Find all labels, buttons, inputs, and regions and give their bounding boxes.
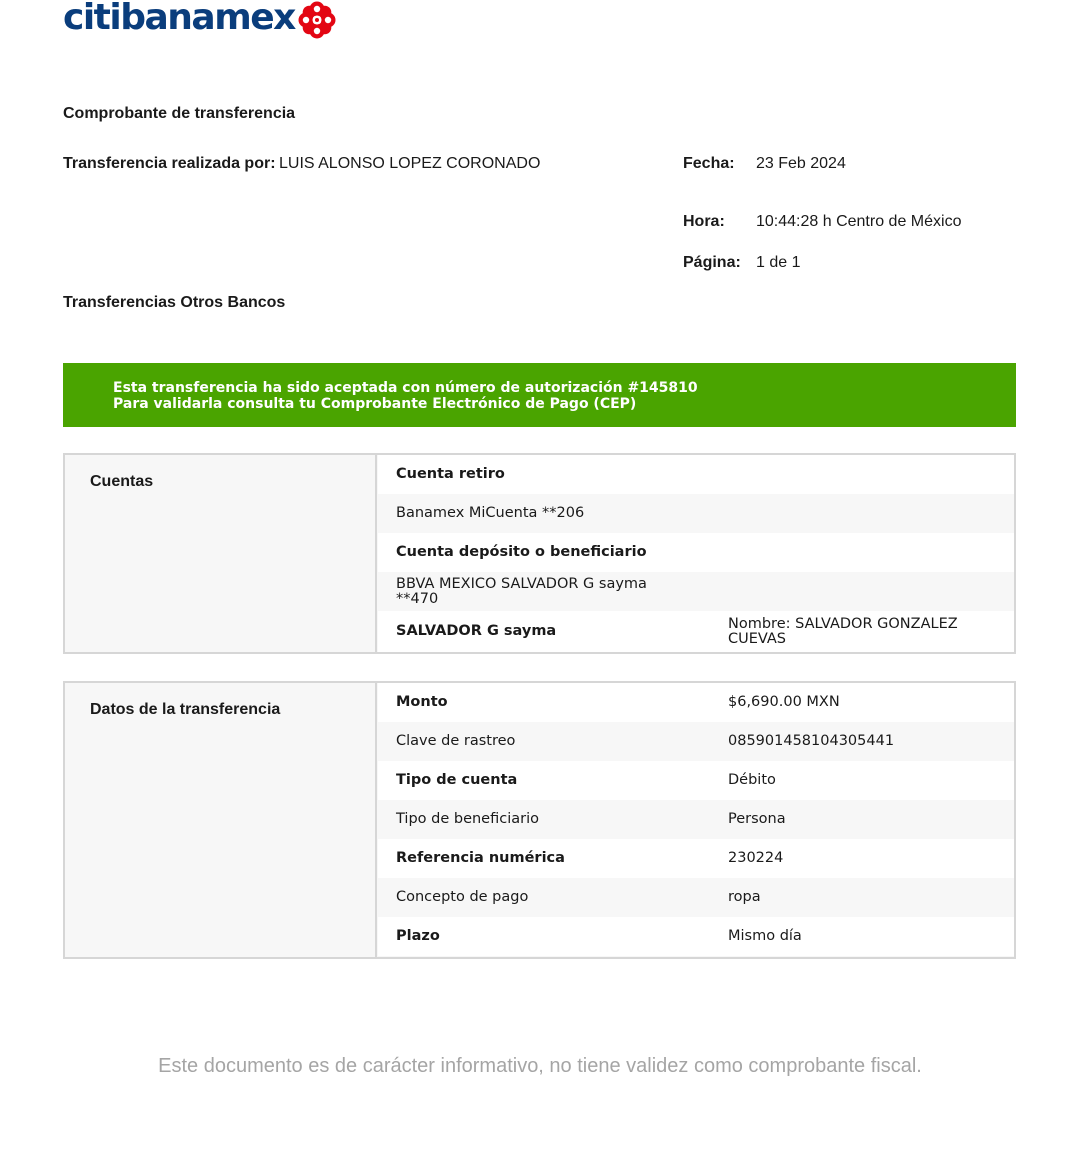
citibanamex-logo: [63, 0, 337, 36]
amount-label: Monto: [396, 694, 448, 710]
deposit-account-value: BBVA MEXICO SALVADOR G sayma **470: [396, 575, 647, 607]
tracking-key-label: Clave de rastreo: [396, 733, 516, 749]
payment-concept-value: ropa: [728, 889, 761, 905]
time-value: 10:44:28 h Centro de México: [756, 213, 962, 230]
transfer-row: [378, 683, 1014, 722]
account-row: [378, 611, 1014, 652]
accounts-heading-cell: [65, 455, 377, 652]
page-value: 1 de 1: [756, 254, 801, 271]
authorization-banner: [63, 363, 1016, 427]
account-type-value: Débito: [728, 772, 776, 788]
account-row: [378, 572, 1014, 611]
section-title: Transferencias Otros Bancos: [63, 294, 286, 311]
logo-wordmark: citibanamex: [63, 0, 295, 38]
transfer-row: [378, 722, 1014, 761]
document-title: Comprobante de transferencia: [63, 105, 296, 122]
accounts-heading: Cuentas: [90, 473, 154, 490]
amount-value: $6,690.00 MXN: [728, 694, 840, 710]
accounts-panel: [63, 453, 1016, 654]
beneficiary-type-value: Persona: [728, 811, 786, 827]
term-value: Mismo día: [728, 928, 802, 944]
transfer-row: [378, 761, 1014, 800]
transfer-row: [378, 839, 1014, 878]
deposit-account-label: Cuenta depósito o beneficiario: [396, 544, 647, 560]
transfer-rows: [378, 683, 1014, 956]
numeric-reference-value: 230224: [728, 850, 784, 866]
account-row: [378, 533, 1014, 572]
date-label: Fecha:: [683, 155, 735, 172]
made-by-label: Transferencia realizada por:: [63, 155, 276, 172]
transfer-heading-cell: [65, 683, 377, 957]
beneficiary-type-label: Tipo de beneficiario: [396, 811, 539, 827]
transfer-row: [378, 878, 1014, 917]
account-type-label: Tipo de cuenta: [396, 772, 518, 788]
numeric-reference-label: Referencia numérica: [396, 850, 565, 866]
banner-line-cep: Para validarla consulta tu Comprobante Electrónico de Pago (CEP): [113, 396, 637, 412]
withdrawal-account-value: Banamex MiCuenta **206: [396, 505, 585, 521]
transfer-heading: Datos de la transferencia: [90, 701, 281, 718]
withdrawal-account-label: Cuenta retiro: [396, 466, 505, 482]
disclaimer-note: Este documento es de carácter informativo, no tiene validez como comprobante fiscal.: [158, 1055, 922, 1077]
accounts-rows: [378, 455, 1014, 652]
banamex-flower-icon: [297, 0, 337, 40]
page-label: Página:: [683, 254, 741, 271]
made-by-value: LUIS ALONSO LOPEZ CORONADO: [279, 155, 541, 172]
date-value: 23 Feb 2024: [756, 155, 846, 172]
time-label: Hora:: [683, 213, 725, 230]
transfer-row: [378, 800, 1014, 839]
term-label: Plazo: [396, 928, 440, 944]
account-row: [378, 455, 1014, 494]
banner-line-authorization: Esta transferencia ha sido aceptada con número de autorización #145810: [113, 380, 698, 396]
account-row: [378, 494, 1014, 533]
beneficiary-name: Nombre: SALVADOR GONZALEZ CUEVAS: [728, 615, 958, 647]
transfer-row: [378, 917, 1014, 956]
transfer-details-panel: [63, 681, 1016, 959]
beneficiary-alias: SALVADOR G sayma: [396, 623, 557, 639]
tracking-key-value: 085901458104305441: [728, 733, 895, 749]
payment-concept-label: Concepto de pago: [396, 889, 529, 905]
